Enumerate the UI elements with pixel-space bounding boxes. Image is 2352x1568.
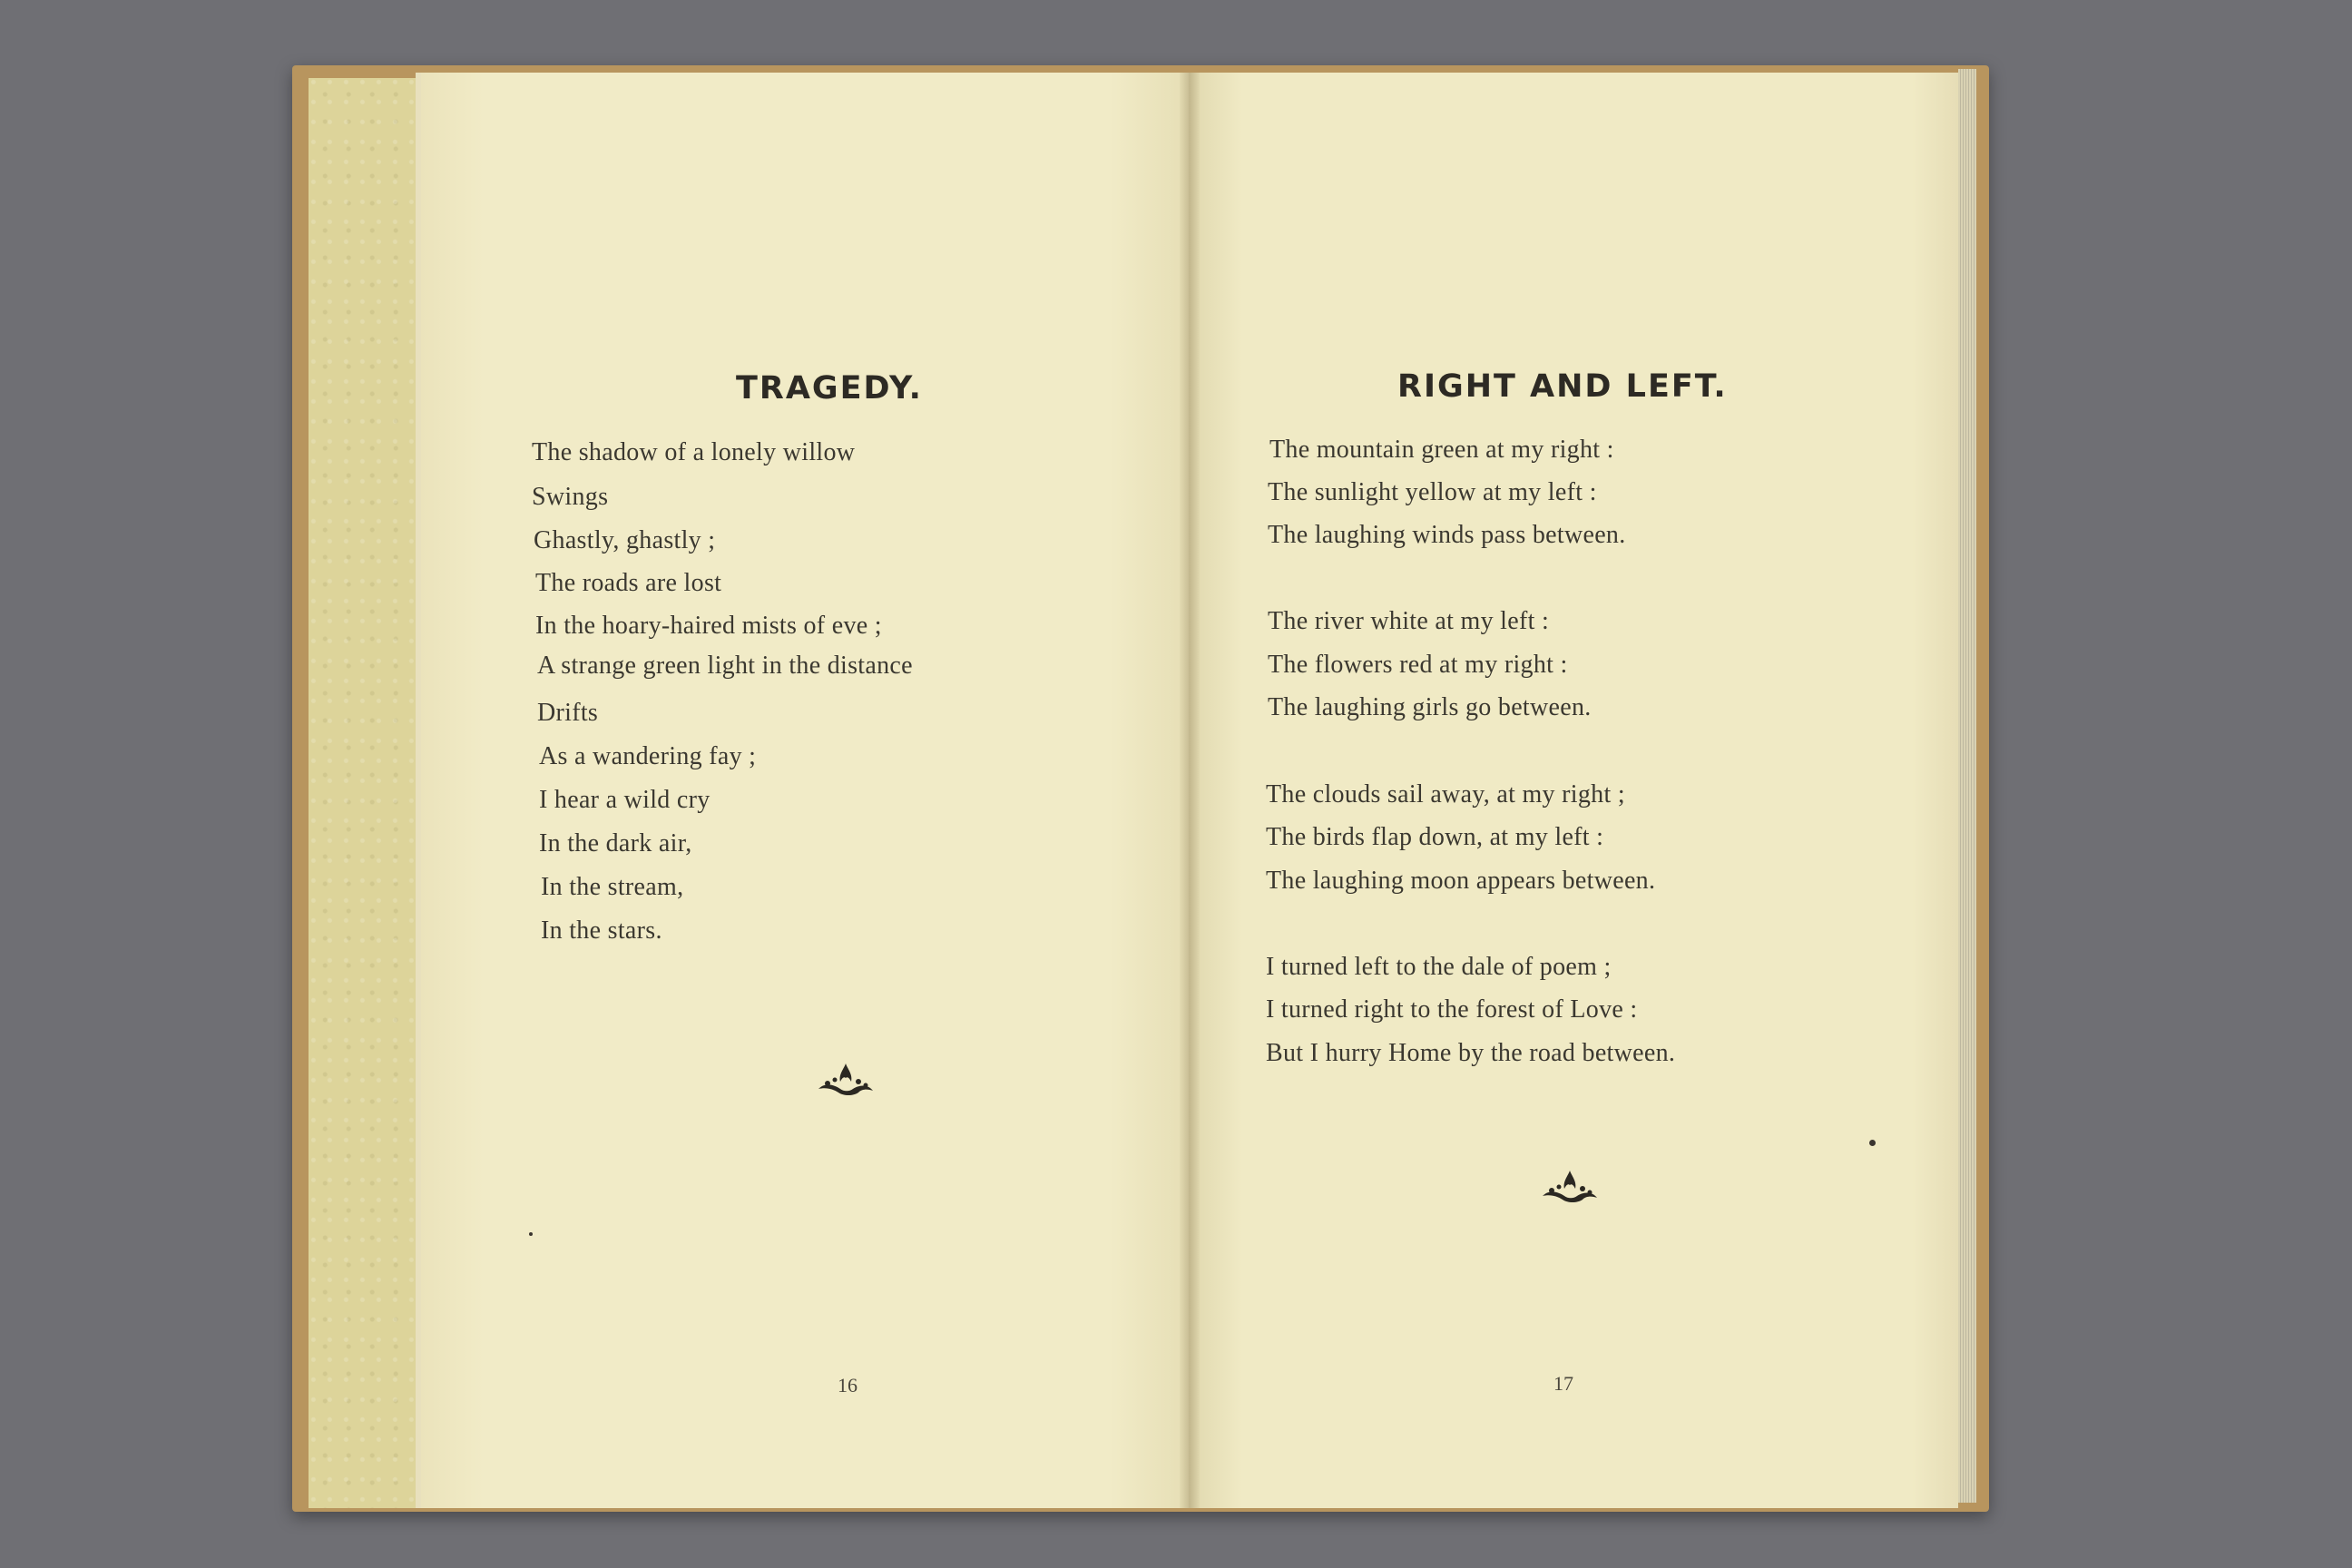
poem-line: I hear a wild cry	[539, 786, 710, 814]
poem-line: The laughing girls go between.	[1268, 693, 1592, 721]
page-edges	[1958, 69, 1976, 1503]
poem-line: As a wandering fay ;	[539, 742, 757, 770]
poem-line: Drifts	[537, 699, 599, 727]
endpaper	[309, 78, 419, 1508]
poem-line: The shadow of a lonely willow	[532, 438, 856, 466]
poem-line: I turned left to the dale of poem ;	[1266, 953, 1612, 981]
poem-line: The river white at my left :	[1268, 607, 1550, 635]
paper-speck	[1869, 1140, 1876, 1146]
poem-line: The birds flap down, at my left :	[1266, 823, 1604, 851]
poem-title-tragedy: TRAGEDY.	[736, 370, 923, 407]
poem-line: The flowers red at my right :	[1268, 651, 1568, 679]
poem-line: The laughing winds pass between.	[1268, 521, 1626, 549]
page-number-left: 16	[838, 1374, 858, 1396]
poem-line: Ghastly, ghastly ;	[534, 526, 716, 554]
poem-line: In the dark air,	[539, 829, 692, 858]
paper-speck	[529, 1232, 533, 1236]
poem-line: In the stars.	[541, 916, 662, 945]
poem-line: The mountain green at my right :	[1269, 436, 1614, 464]
poem-line: The roads are lost	[535, 569, 722, 597]
poem-line: The sunlight yellow at my left :	[1268, 478, 1597, 506]
poem-line: But I hurry Home by the road between.	[1266, 1039, 1676, 1067]
poem-line: In the stream,	[541, 873, 684, 901]
page-number-right: 17	[1553, 1372, 1573, 1395]
book-gutter	[1180, 73, 1200, 1508]
floral-ornament-icon	[1541, 1169, 1599, 1205]
poem-line: The clouds sail away, at my right ;	[1266, 780, 1625, 808]
left-page	[416, 73, 1203, 1508]
poem-line: I turned right to the forest of Love :	[1266, 995, 1638, 1024]
poem-line: The laughing moon appears between.	[1266, 867, 1656, 895]
poem-line: In the hoary-haired mists of eve ;	[535, 612, 882, 640]
floral-ornament-icon	[817, 1062, 875, 1098]
poem-title-right-and-left: RIGHT AND LEFT.	[1397, 368, 1728, 405]
poem-line: Swings	[532, 483, 609, 511]
poem-line: A strange green light in the distance	[537, 652, 913, 680]
